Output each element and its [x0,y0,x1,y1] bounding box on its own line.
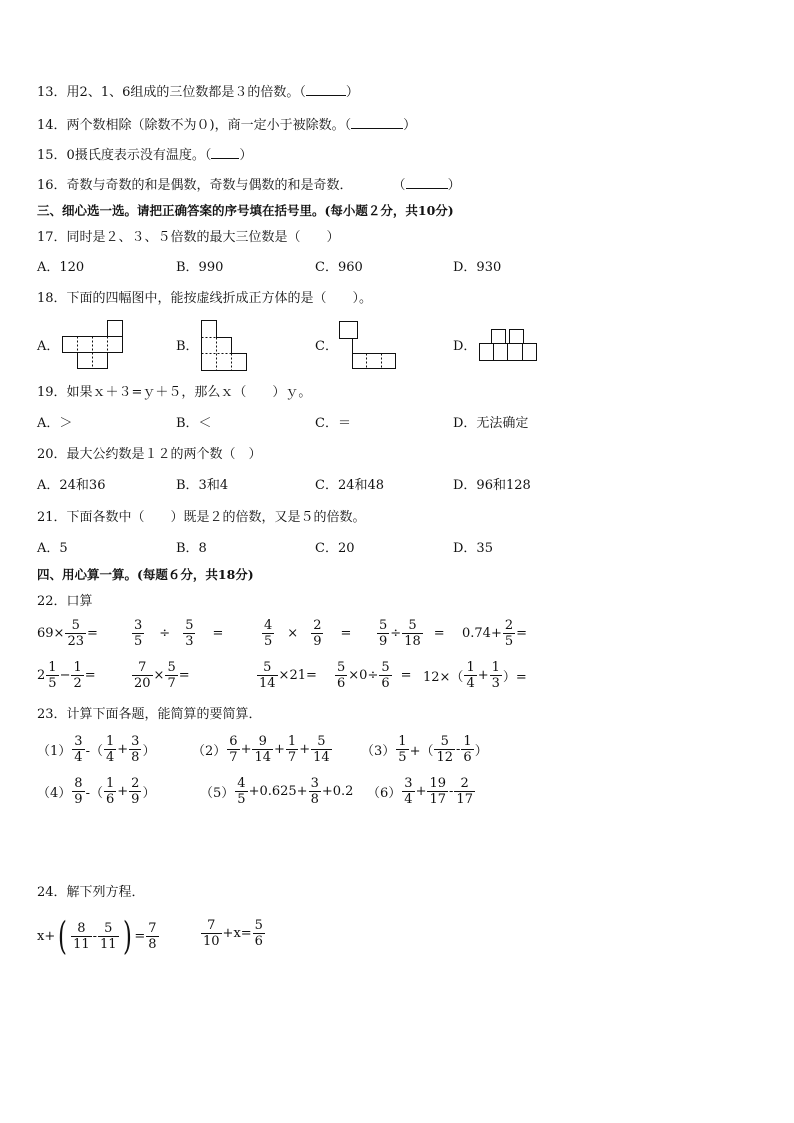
denominator: 14 [313,750,330,765]
q15-close: ） [239,148,253,163]
whole-part: 2 [37,668,46,683]
numerator: 1 [466,660,475,675]
cube-net-b-figure [201,320,247,372]
q17-option-b[interactable]: B．990 [176,260,224,275]
q18-option-a[interactable]: A． [37,339,60,354]
q23-problem-3 [361,734,488,765]
q23-problem-6 [367,776,476,807]
q22-r1-item-e [462,618,527,649]
q21-option-d[interactable]: D．35 [453,541,493,556]
denominator: 20 [134,676,151,691]
denominator: 18 [404,634,421,649]
q19-stem: 19．如果ｘ＋３=ｙ＋５，那么ｘ（ ）ｙ。 [37,385,312,400]
numerator: 2 [460,776,469,791]
q23-problem-5 [200,776,353,807]
numerator: 1 [73,660,82,675]
operator: - [456,742,461,757]
fraction [132,660,153,691]
q23-problem-2 [192,734,333,765]
fraction [286,734,298,765]
q23-problem-1 [37,734,155,765]
operator: - [449,784,454,799]
q19-option-c[interactable]: C．＝ [315,416,351,431]
q21-option-c[interactable]: C．20 [315,541,355,556]
q17-option-a[interactable]: A．120 [37,260,85,275]
question-13 [37,83,359,102]
numerator: 7 [207,918,216,933]
numerator: 1 [463,734,472,749]
operator: -（ [85,744,103,759]
denominator: 5 [48,676,57,691]
equals: = [84,668,96,683]
operator: × [153,668,165,683]
q22-r2-item-d [334,660,412,691]
whole-part: 69× [37,626,65,641]
numerator: 2 [313,618,322,633]
q14-answer-blank[interactable] [351,116,403,129]
fraction [72,734,84,765]
fraction [104,776,116,807]
fraction [146,921,158,952]
cube-net-c-figure [339,321,397,369]
numerator: 5 [317,734,326,749]
q24-equation-2 [200,918,266,949]
denominator: 9 [313,634,322,649]
denominator: 3 [185,634,194,649]
operator: + [117,784,129,799]
variable: x+ [37,928,56,944]
denominator: 11 [100,936,117,952]
q22-r2-item-e [423,660,527,691]
denominator: 8 [148,936,157,952]
numerator: 3 [404,776,413,791]
fraction [253,918,265,949]
numerator: 3 [134,618,143,633]
q19-option-b[interactable]: B．＜ [176,416,212,431]
operator: -（ [85,786,103,801]
q22-r1-item-c [261,618,351,649]
fraction [490,660,502,691]
numerator: 6 [229,734,238,749]
denominator: 5 [504,634,514,649]
denominator: 6 [381,676,390,691]
equals: = [212,626,224,641]
fraction [311,618,323,649]
q16-text: 16．奇数与奇数的和是偶数，奇数与偶数的和是奇数． [37,178,353,193]
fraction [461,734,473,765]
denominator: 4 [105,750,115,765]
denominator: 9 [379,634,388,649]
numerator: 1 [48,660,57,675]
q15-answer-blank[interactable] [211,146,239,159]
denominator: 5 [134,634,143,649]
denominator: 5 [264,634,273,649]
equals: = [400,668,412,683]
q16-answer-blank[interactable] [406,176,448,189]
q18-option-c[interactable]: C． [315,339,338,354]
fraction [402,776,414,807]
problem-label: （1） [37,744,72,759]
denominator: 17 [429,792,447,807]
fraction [262,618,274,649]
denominator: 7 [229,750,238,765]
operator: - [92,928,98,944]
numerator: 4 [264,618,273,633]
variable: +x= [222,926,252,941]
cube-net-a-figure [62,319,124,371]
fraction [104,734,116,765]
q20-stem: 20．最大公约数是１２的两个数（ ） [37,447,262,462]
denominator: 5 [398,750,407,765]
numerator: 4 [237,776,246,791]
fraction [65,618,86,649]
prefix: 12×（ [423,670,464,685]
multiplier: ×21= [278,668,317,683]
numerator: 2 [504,618,514,633]
fraction [235,776,247,807]
numerator: 8 [77,920,86,936]
q22-r2-item-b [131,660,190,691]
numerator: 5 [254,918,263,933]
q22-r2-item-a [37,660,96,691]
denominator: 11 [73,936,90,952]
q14-text: 14．两个数相除（除数不为０)，商一定小于被除数。（ [37,118,352,133]
problem-label: （3） [361,744,396,759]
numerator: 5 [379,618,388,633]
numerator: 3 [74,734,83,749]
fraction [377,618,389,649]
section-4-title: 四、用心算一算。(每题６分，共18分) [37,567,254,582]
q18-option-b[interactable]: B． [176,339,199,354]
q17-option-c[interactable]: C．960 [315,260,363,275]
numerator: 19 [429,776,447,791]
fraction [335,660,347,691]
numerator: 5 [71,618,80,633]
numerator: 7 [138,660,147,675]
problem-label: （2） [192,744,227,759]
equals: = [516,626,528,641]
operator: + [415,784,427,799]
left-paren: ( [58,914,68,958]
denominator: 4 [466,676,475,691]
fraction [427,776,448,807]
paren: ） [474,744,488,759]
denominator: 6 [337,676,346,691]
q13-answer-blank[interactable] [306,83,346,96]
denominator: 7 [287,750,297,765]
q20-option-d[interactable]: D．96和128 [453,478,531,493]
operator: − [59,668,71,683]
q16-open: （ [392,178,406,193]
numerator: 5 [185,618,194,633]
denominator: 23 [67,634,84,649]
denominator: 12 [436,750,454,765]
denominator: 6 [105,792,115,807]
equals: = [178,668,190,683]
denominator: 14 [254,750,272,765]
q19-option-a[interactable]: A．＞ [37,416,73,431]
denominator: 4 [404,792,413,807]
numerator: 1 [398,734,407,749]
fraction [434,734,455,765]
q21-option-b[interactable]: B．8 [176,541,207,556]
numerator: 8 [74,776,83,791]
q24-equation-1 [37,914,160,958]
fraction [129,776,141,807]
q22-r1-item-d [376,618,445,649]
numerator: 5 [104,920,113,936]
fraction [464,660,476,691]
operator: +（ [409,744,434,759]
denominator: 17 [456,792,473,807]
numerator: 9 [258,734,267,749]
operator: + [240,742,252,757]
cube-net-d-figure [479,328,539,364]
fraction [72,776,84,807]
q24-stem: 24．解下列方程． [37,885,145,900]
operator: ÷ [159,626,171,641]
q17-option-d[interactable]: D．930 [453,260,502,275]
denominator: 7 [167,676,176,691]
fraction [503,618,515,649]
fraction [71,921,92,952]
numerator: 3 [310,776,319,791]
fraction [201,918,222,949]
denominator: 14 [259,676,276,691]
fraction [129,734,141,765]
q14-close: ） [403,118,417,133]
fraction [71,660,83,691]
problem-label: （5） [200,786,235,801]
q20-option-a[interactable]: A．24和36 [37,478,106,493]
denominator: 3 [491,676,500,691]
equals: = [433,626,445,641]
operator: + [274,742,285,757]
q18-option-d[interactable]: D． [453,339,477,354]
fraction [46,660,58,691]
fraction [252,734,273,765]
q13-close: ） [345,85,359,100]
numerator: 1 [287,734,297,749]
numerator: 7 [148,920,157,936]
fraction [396,734,408,765]
numerator: 5 [381,660,390,675]
paren: ） [142,786,156,801]
paren: ） [142,744,156,759]
fraction [165,660,177,691]
fraction [402,618,423,649]
operator: + [299,742,311,757]
q16-close: ） [447,178,461,193]
operator: +0.2 [321,784,354,799]
problem-label: （6） [367,786,402,801]
operator: ÷ [390,626,402,641]
decimal-part: 0.74+ [462,626,502,641]
q20-option-b[interactable]: B．3和4 [176,478,229,493]
denominator: 10 [203,934,220,949]
numerator: 1 [105,734,115,749]
numerator: 5 [408,618,417,633]
q18-stem: 18．下面的四幅图中，能按虚线折成正方体的是（ ）。 [37,291,373,306]
equals: = [86,626,98,641]
fraction [98,921,119,952]
numerator: 1 [105,776,115,791]
fraction [257,660,278,691]
denominator: 9 [74,792,83,807]
suffix: ）= [502,670,527,685]
denominator: 9 [131,792,140,807]
operator: + [117,742,129,757]
numerator: 5 [167,660,176,675]
numerator: 5 [337,660,346,675]
fraction [132,618,144,649]
fraction [227,734,239,765]
denominator: 8 [131,750,140,765]
numerator: 5 [440,734,449,749]
denominator: 4 [74,750,83,765]
q15-text: 15．0摄氏度表示没有温度。（ [37,148,212,163]
q22-r1-item-a [37,618,98,649]
q23-problem-4 [37,776,155,807]
operator: ×0÷ [348,668,379,683]
operator: + [477,668,489,683]
q21-option-a[interactable]: A．5 [37,541,68,556]
question-14 [37,116,416,135]
q21-stem: 21．下面各数中（ ）既是２的倍数，又是５的倍数。 [37,510,366,525]
denominator: 2 [73,676,82,691]
q22-r2-item-c [256,660,317,691]
problem-label: （4） [37,786,72,801]
q22-r1-item-b [131,618,223,649]
fraction [379,660,391,691]
numerator: 5 [263,660,272,675]
fraction [309,776,321,807]
operator: × [287,626,299,641]
question-15 [37,146,252,165]
section-3-title: 三、细心选一选。请把正确答案的序号填在括号里。(每小题２分，共10分) [37,203,454,218]
denominator: 5 [237,792,246,807]
numerator: 3 [131,734,140,749]
q19-option-d[interactable]: D．无法确定 [453,416,529,431]
fraction [311,734,332,765]
equals: = [134,928,146,944]
q17-stem: 17．同时是２、３、５倍数的最大三位数是（ ） [37,230,340,245]
numerator: 2 [131,776,140,791]
equals: = [340,626,352,641]
q13-text: 13．用2、1、6组成的三位数都是３的倍数。（ [37,85,306,100]
denominator: 6 [254,934,263,949]
q20-option-c[interactable]: C．24和48 [315,478,385,493]
q22-stem: 22．口算 [37,594,93,609]
fraction [454,776,475,807]
numerator: 1 [491,660,500,675]
denominator: 8 [310,792,319,807]
q23-stem: 23．计算下面各题，能简算的要简算． [37,707,262,722]
denominator: 6 [463,750,472,765]
fraction [183,618,195,649]
question-16 [37,176,461,195]
operator: +0.625+ [248,784,308,799]
right-paren: ) [122,914,132,958]
